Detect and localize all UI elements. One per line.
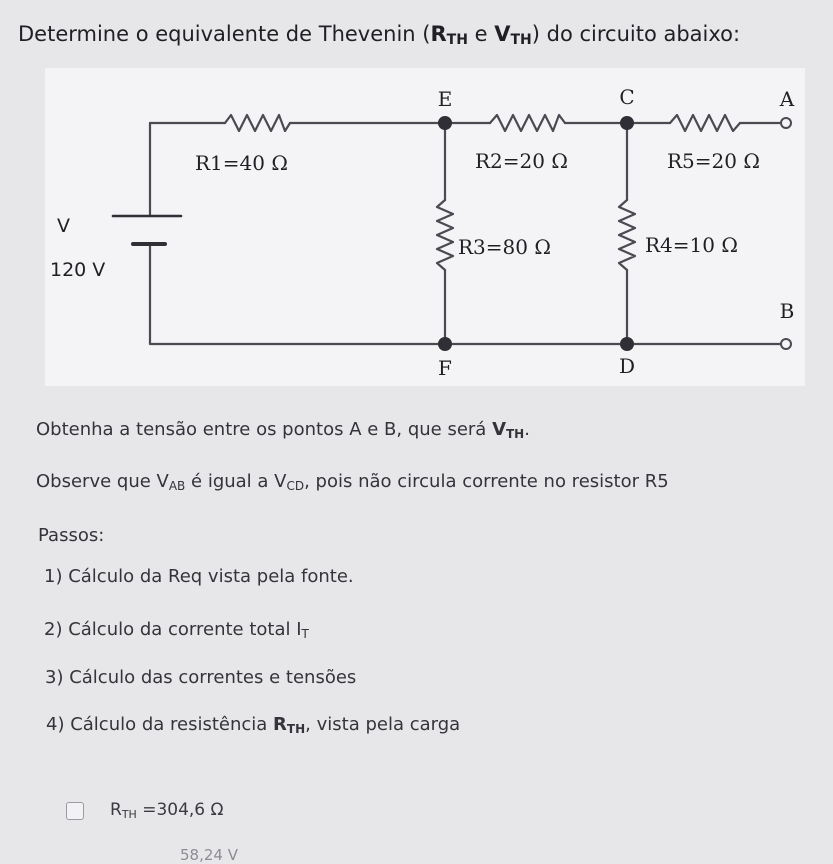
answer-option-vth[interactable]: 58,24 V <box>180 846 238 864</box>
r1-label: R1=40 Ω <box>195 151 288 175</box>
r3-label: R3=80 Ω <box>458 235 551 259</box>
answer-option-rth[interactable] <box>66 800 224 821</box>
terminal-a <box>781 118 791 128</box>
r3-resistor <box>437 200 453 270</box>
vab-observation: Observe que $V_{AB}$ é igual a $V_{CD}$, pois não circula corrente no resistor R5 <box>36 471 669 493</box>
answer-text: $R_{TH} =304,6$ Ω <box>110 800 224 821</box>
node-d-dot <box>620 337 634 351</box>
node-f-label: F <box>438 356 452 380</box>
vth-instruction: Obtenha a tensão entre os pontos A e B, que será $V_{TH}$. <box>36 419 530 441</box>
r2-resistor <box>490 115 565 131</box>
step-item: 1) Cálculo da Req vista pela fonte. <box>44 566 354 587</box>
r4-label: R4=10 Ω <box>645 233 738 257</box>
source-value: 120 V <box>50 259 106 281</box>
r1-resistor <box>225 115 290 131</box>
node-a-label: A <box>779 87 795 111</box>
node-c-dot <box>620 116 634 130</box>
circuit-diagram <box>45 68 805 386</box>
step-item: 2) Cálculo da corrente total $I_T$ <box>44 619 309 641</box>
question-title: Determine o equivalente de Thevenin ($R_{TH}$ e $V_{TH}$) do circuito abaixo: <box>18 22 741 48</box>
node-c-label: C <box>619 85 635 109</box>
node-e-dot <box>438 116 452 130</box>
node-f-dot <box>438 337 452 351</box>
node-b-label: B <box>779 299 795 323</box>
steps-heading: Passos: <box>38 525 105 546</box>
battery-symbol <box>113 216 181 244</box>
source-name: V <box>57 215 70 237</box>
r2-label: R2=20 Ω <box>475 149 568 173</box>
r5-resistor <box>670 115 740 131</box>
step-item: 3) Cálculo das correntes e tensões <box>45 667 357 688</box>
node-d-label: D <box>618 354 636 378</box>
step-item: 4) Cálculo da resistência $R_{TH}$, vista pela carga <box>46 714 461 736</box>
terminal-b <box>781 339 791 349</box>
r5-label: R5=20 Ω <box>667 149 760 173</box>
node-e-label: E <box>437 87 453 111</box>
answer-checkbox[interactable] <box>66 802 84 820</box>
r4-resistor <box>619 200 635 270</box>
